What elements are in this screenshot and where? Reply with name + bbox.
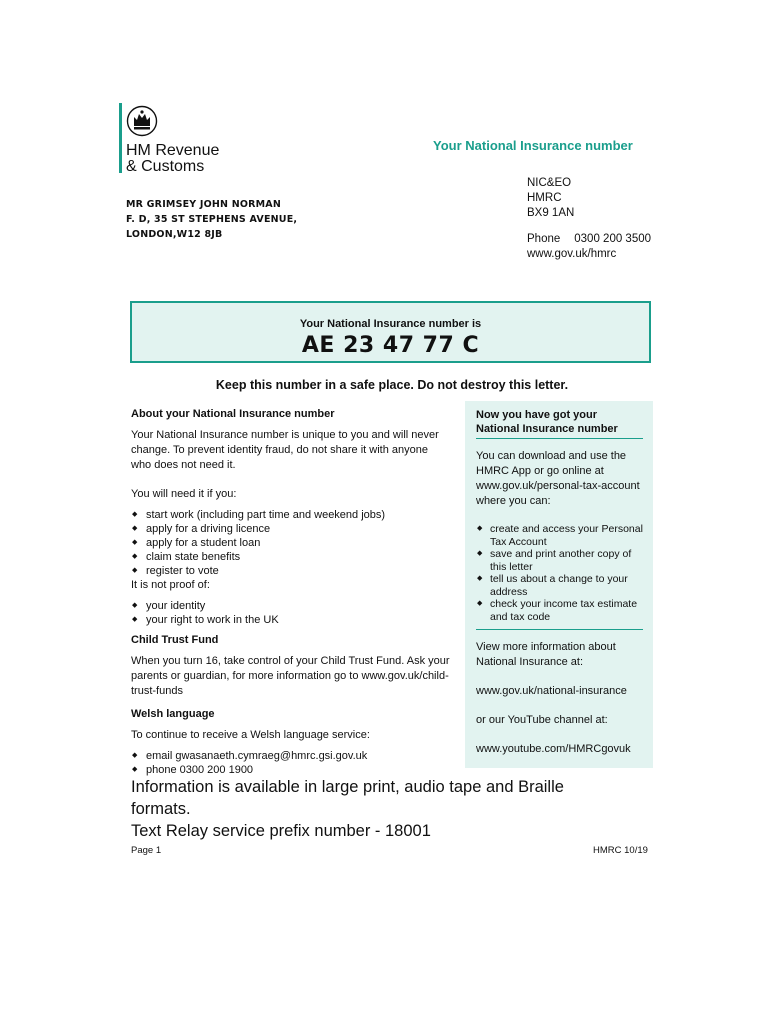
right-panel-list xyxy=(476,523,643,623)
youtube-link[interactable]: www.youtube.com/HMRCgovuk xyxy=(476,743,631,755)
about-text: Your National Insurance number is unique to you and will never change. To prevent identity fraud, do not share it with anyone who does not need it. xyxy=(131,429,439,471)
accessibility-line-2: formats. xyxy=(131,800,191,818)
accessibility-info xyxy=(131,776,631,842)
keep-safe-notice: Keep this number in a safe place. Do not destroy this letter. xyxy=(215,378,569,392)
list-item: ◆ claim state benefits xyxy=(131,550,451,564)
sender-line-2: HMRC xyxy=(527,192,562,204)
ctf-heading: Child Trust Fund xyxy=(131,634,219,646)
logo-accent-bar xyxy=(119,103,122,173)
ni-number-label: Your National Insurance number is xyxy=(299,318,482,330)
list-item: ◆ phone 0300 200 1900 xyxy=(131,763,451,777)
accessibility-line-1: Information is available in large print, audio tape and Braille xyxy=(131,778,564,796)
ni-info-link[interactable]: www.gov.uk/national-insurance xyxy=(476,685,627,697)
ni-number-box xyxy=(130,301,651,363)
not-proof-intro: It is not proof of: xyxy=(131,579,210,591)
phone-number: 0300 200 3500 xyxy=(574,233,652,245)
right-panel-intro: You can download and use the HMRC App or go online at www.gov.uk/personal-tax-account where you can: xyxy=(476,450,640,507)
list-item: ◆ your identity xyxy=(131,599,451,613)
list-item: ◆ register to vote xyxy=(131,564,451,578)
more-info-text: View more information about National Insurance at: xyxy=(476,641,616,668)
list-item: ◆ start work (including part time and weekend jobs) xyxy=(131,508,451,522)
sender-line-1: NIC&EO xyxy=(527,177,572,189)
list-item: ◆ check your income tax estimate and tax code xyxy=(476,598,643,623)
phone-label: Phone xyxy=(527,233,561,245)
recipient-address-line-1: F. D, 35 ST STEPHENS AVENUE, xyxy=(126,214,298,225)
right-info-panel xyxy=(465,401,653,768)
welsh-intro: To continue to receive a Welsh language service: xyxy=(131,729,370,741)
list-item: ◆ tell us about a change to your address xyxy=(476,573,643,598)
department-line-1: HM Revenue xyxy=(126,142,220,159)
list-item: ◆ apply for a student loan xyxy=(131,536,451,550)
welsh-list xyxy=(131,749,451,777)
sender-phone xyxy=(527,232,651,247)
need-list xyxy=(131,508,451,578)
right-panel-heading: Now you have got your National Insurance number xyxy=(476,408,643,439)
list-item: ◆ create and access your Personal Tax Account xyxy=(476,523,643,548)
page-number: Page 1 xyxy=(131,845,162,856)
list-item: ◆ email gwasanaeth.cymraeg@hmrc.gsi.gov.uk xyxy=(131,749,451,763)
need-intro: You will need it if you: xyxy=(131,488,237,500)
recipient-address xyxy=(126,197,297,242)
list-item: ◆ apply for a driving licence xyxy=(131,522,451,536)
sender-line-3: BX9 1AN xyxy=(527,207,575,219)
ctf-text: When you turn 16, take control of your Child Trust Fund. Ask your parents or guardian, for more information go to www.gov.uk/child-trust-funds xyxy=(131,655,450,697)
left-column xyxy=(131,407,451,777)
sender-details xyxy=(527,176,651,262)
sender-website: www.gov.uk/hmrc xyxy=(527,248,617,260)
royal-crest-icon xyxy=(126,104,158,138)
department-name xyxy=(126,143,219,175)
accessibility-line-3: Text Relay service prefix number - 18001 xyxy=(131,822,431,840)
recipient-address-line-2: LONDON,W12 8JB xyxy=(126,229,223,240)
about-heading: About your National Insurance number xyxy=(131,408,335,420)
youtube-intro: or our YouTube channel at: xyxy=(476,714,608,726)
list-item: ◆ save and print another copy of this letter xyxy=(476,548,643,573)
recipient-name: MR GRIMSEY JOHN NORMAN xyxy=(126,199,282,210)
not-proof-list xyxy=(131,599,451,627)
form-reference: HMRC 10/19 xyxy=(593,845,648,856)
letter-title: Your National Insurance number xyxy=(433,138,633,153)
list-item: ◆ your right to work in the UK xyxy=(131,613,451,627)
ni-number-value: AE 23 47 77 C xyxy=(301,333,480,358)
department-line-2: & Customs xyxy=(126,158,205,175)
welsh-heading: Welsh language xyxy=(131,708,215,720)
